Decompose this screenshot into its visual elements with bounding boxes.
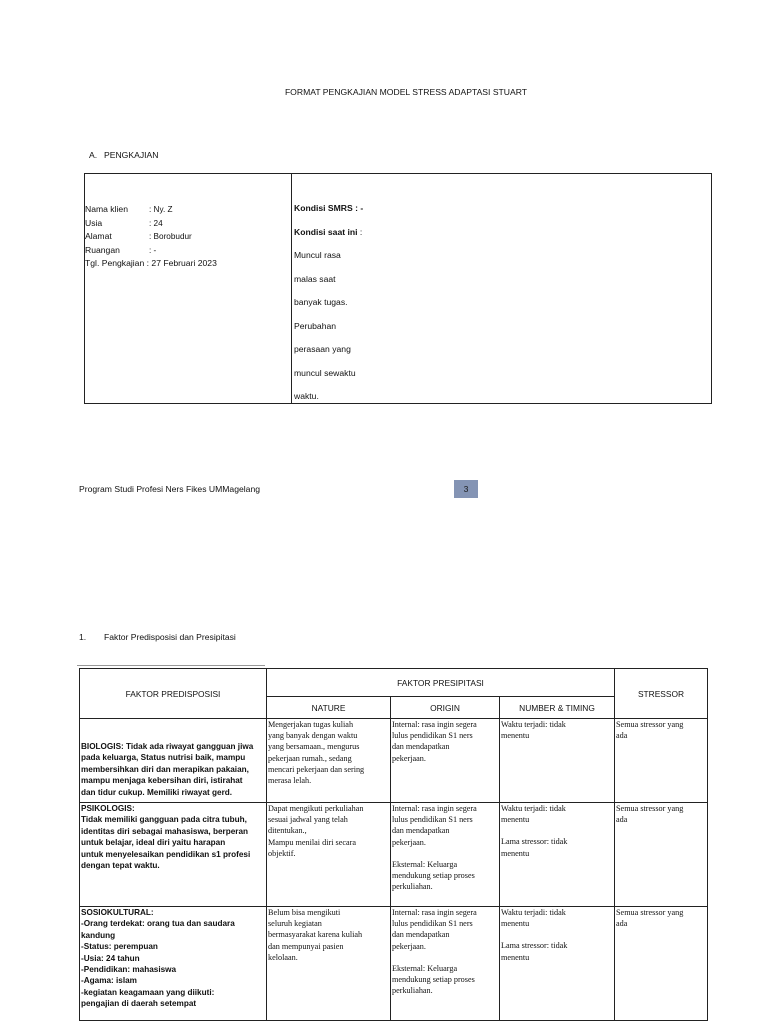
kondisi-line: malas saat [294,273,336,284]
section-1-label: Faktor Predisposisi dan Presipitasi [104,632,236,642]
cell-number-timing: Waktu terjadi: tidak menentu Lama stressor: tidak menentu [500,803,615,907]
cell-predisposisi: SOSIOKULTURAL: -Orang terdekat: orang tua dan saudara kandung -Status: perempuan -Usia: 24 tahun -Pendidikan: mahasiswa -Agama: islam -kegiatan keagamaan yang diikuti: pengajian di daerah setempat [80,907,267,1021]
cell-stressor: Semua stressor yang ada [615,907,708,1021]
patient-identity [85,203,217,270]
table-row [80,803,708,907]
header-nature: NATURE [267,697,391,719]
kondisi-saat-ini-label: Kondisi saat ini [294,226,358,237]
kondisi-line: Perubahan [294,320,337,331]
page-title: FORMAT PENGKAJIAN MODEL STRESS ADAPTASI STUART [284,87,528,97]
cell-predisposisi: BIOLOGIS: Tidak ada riwayat gangguan jiwa pada keluarga, Status nutrisi baik, mampu membersihkan diri dan merapikan pakaian, mampu menjaga kebersihan diri, istirahat dan tidur cukup. Memiliki riwayat gerd. [80,719,267,803]
section-a-heading [89,150,158,160]
identity-row: Ruangan : - [85,244,157,255]
footer-text: Program Studi Profesi Ners Fikes UMMagelang [79,484,261,494]
cell-origin: Internal: rasa ingin segera lulus pendidikan S1 ners dan mendapatkan pekerjaan. Eksternal: Keluarga mendukung setiap proses perkuliahan. [391,803,500,907]
kondisi-line: Muncul rasa [294,250,341,260]
cell-nature: Dapat mengikuti perkuliahan sesuai jadwal yang telah ditentukan., Mampu menilai diri secara objektif. [267,803,391,907]
kondisi-line: banyak tugas. [294,297,348,307]
section-1-number: 1. [79,632,87,642]
header-predisposisi: FAKTOR PREDISPOSISI [80,669,267,719]
cell-stressor: Semua stressor yang ada [615,803,708,907]
cell-nature: Belum bisa mengikuti seluruh kegiatan bermasyarakat karena kuliah dan mempunyai pasien kelolaan. [267,907,391,1021]
header-presipitasi: FAKTOR PRESIPITASI [267,669,615,697]
cell-predisposisi: PSIKOLOGIS: Tidak memiliki gangguan pada citra tubuh, identitas diri sebagai mahasiswa, berperan untuk belajar, ideal diri yaitu harapan untuk menyelesaikan pendidikan s1 profesi dengan tepat waktu. [80,803,267,907]
kondisi-line: perasaan yang [294,344,351,354]
cell-nature: Mengerjakan tugas kuliah yang banyak dengan waktu yang bersamaan., mengurus pekerjaan rumah., sedang mencari pekerjaan dan sering merasa lelah. [267,719,391,803]
header-stressor: STRESSOR [615,669,708,719]
kondisi-line: waktu. [294,391,319,401]
stress-factors-table [79,668,708,1021]
identity-row: Nama klien : Ny. Z [85,204,173,214]
table-row [80,907,708,1021]
section-a-number: A. [89,150,98,160]
header-origin: ORIGIN [391,697,500,719]
table-top-rule [77,665,265,666]
page-number-badge: 3 [454,480,478,498]
identity-row: Usia : 24 [85,217,163,228]
assessment-box [84,173,712,404]
cell-number-timing: Waktu terjadi: tidak menentu Lama stressor: tidak menentu [500,907,615,1021]
assessment-box-divider [291,174,292,403]
identity-row: Alamat : Borobudur [85,231,192,242]
section-a-label: PENGKAJIAN [104,150,159,160]
kondisi-line: muncul sewaktu [294,367,356,378]
table-row [80,719,708,803]
cell-stressor: Semua stressor yang ada [615,719,708,803]
cell-origin: Internal: rasa ingin segera lulus pendidikan S1 ners dan mendapatkan pekerjaan. Eksternal: Keluarga mendukung setiap proses perkuliahan. [391,907,500,1021]
cell-number-timing: Waktu terjadi: tidak menentu [500,719,615,803]
header-number-timing: NUMBER & TIMING [500,697,615,719]
section-1-heading [79,632,236,642]
kondisi-smrs: Kondisi SMRS : - [294,203,364,213]
identity-row: Tgl. Pengkajian : 27 Februari 2023 [85,258,217,269]
condition-column: Kondisi SMRS : - Kondisi saat ini : Muncul rasa malas saat banyak tugas. Perubahan perasaan yang muncul sewaktu waktu. [294,197,363,409]
cell-origin: Internal: rasa ingin segera lulus pendidikan S1 ners dan mendapatkan pekerjaan. [391,719,500,803]
